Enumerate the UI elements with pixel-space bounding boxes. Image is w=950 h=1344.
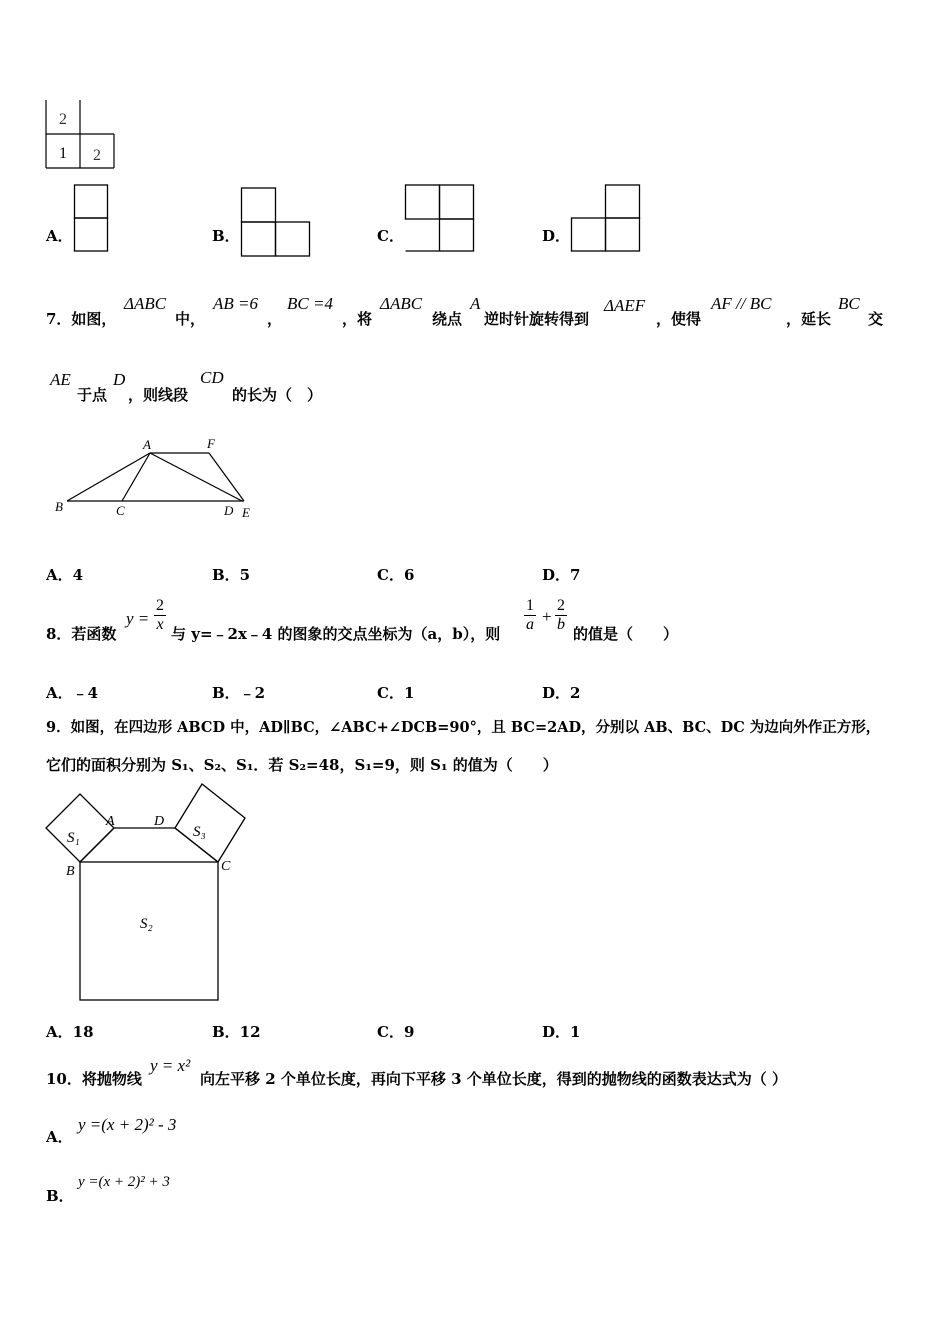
q8-f2-denominator: b xyxy=(557,616,565,633)
q10-option-b-expr: y =(x + 2)² + 3 xyxy=(78,1174,170,1190)
q10-option-a-label[interactable]: A． xyxy=(46,1128,73,1146)
q9-fig-label-b: B xyxy=(66,864,75,879)
q8-f2-numerator: 2 xyxy=(557,597,565,614)
q7-fig-label-e: E xyxy=(242,505,250,520)
q6-grid-r2c2: 2 xyxy=(93,147,101,164)
q7-cd: CD xyxy=(200,368,224,387)
q9-fig-label-a: A xyxy=(106,814,115,829)
q10-suffix: 向左平移 2 个单位长度，再向下平移 3 个单位长度，得到的抛物线的函数表达式为（ ） xyxy=(200,1070,787,1088)
q7-text-shide: ，使得 xyxy=(656,310,702,328)
q8-option-d[interactable]: D．2 xyxy=(542,684,581,702)
q9-fig-label-s3: S₃ xyxy=(193,824,206,840)
q7-fig-label-d: D xyxy=(224,503,234,518)
q7-text-changwei: 的长为（ ） xyxy=(232,386,323,404)
q7-af-parallel-bc: AF // BC xyxy=(711,294,772,313)
q10-option-b-label[interactable]: B． xyxy=(46,1187,74,1205)
q7-text-yudian: 于点 xyxy=(77,386,108,404)
q6-grid-figure xyxy=(40,95,120,175)
q7-option-a[interactable]: A．4 xyxy=(46,566,84,584)
q9-fig-label-d: D xyxy=(154,814,165,829)
q6-option-c-label[interactable]: C． xyxy=(377,227,404,245)
q7-triangle-aef: ΔAEF xyxy=(604,296,646,315)
q7-number: 7．如图， xyxy=(46,310,117,328)
q7-fig-label-c: C xyxy=(116,503,125,518)
q7-bc-2: BC xyxy=(838,294,860,313)
q8-function-y: y = xyxy=(126,609,150,628)
q6-option-b-label[interactable]: B． xyxy=(212,227,240,245)
q9-fig-label-c: C xyxy=(221,859,231,874)
q10-prefix: 10．将抛物线 xyxy=(46,1070,142,1088)
q7-figure xyxy=(50,432,270,522)
q10-function: y = x² xyxy=(150,1056,191,1075)
q9-option-c[interactable]: C．9 xyxy=(377,1023,415,1041)
q7-option-d[interactable]: D．7 xyxy=(542,566,581,584)
q7-point-a: A xyxy=(470,294,481,313)
q7-comma: ， xyxy=(267,310,283,328)
q7-point-d: D xyxy=(113,370,126,389)
q6-grid-r1c1: 2 xyxy=(59,111,67,128)
q7-bc-value: BC =4 xyxy=(287,294,333,313)
q7-text-rotate: 逆时针旋转得到 xyxy=(484,310,590,328)
q8-option-a[interactable]: A．﹣4 xyxy=(46,684,99,702)
q6-option-c-figure xyxy=(405,184,480,259)
q6-option-b-figure xyxy=(241,187,316,262)
q8-middle-text: 与 y=﹣2x﹣4 的图象的交点坐标为（a，b），则 xyxy=(171,625,501,643)
q8-f1-denominator: a xyxy=(526,616,534,633)
q8-fraction-1 xyxy=(524,597,536,634)
q7-triangle-abc: ΔABC xyxy=(124,294,167,313)
q8-option-b[interactable]: B．﹣2 xyxy=(212,684,266,702)
q8-prefix: 8．若函数 xyxy=(46,625,117,643)
q9-fig-label-s1: S₁ xyxy=(67,830,80,846)
q7-fig-label-b: B xyxy=(55,499,63,514)
q8-suffix: 的值是（ ） xyxy=(573,625,679,643)
q9-figure xyxy=(40,780,260,1010)
q9-line-2: 它们的面积分别为 S₁、S₂、S₁．若 S₂=48，S₁=9，则 S₁ 的值为（ ） xyxy=(46,756,558,774)
q9-option-b[interactable]: B．12 xyxy=(212,1023,261,1041)
q6-option-d-label[interactable]: D． xyxy=(542,227,571,245)
q7-option-c[interactable]: C．6 xyxy=(377,566,415,584)
q6-option-d-figure xyxy=(571,184,646,259)
q7-text-zhong: 中， xyxy=(175,310,206,328)
q7-text-yanchang: ，延长 xyxy=(786,310,832,328)
q7-ae: AE xyxy=(50,370,71,389)
q10-option-a-expr: y =(x + 2)² - 3 xyxy=(78,1115,177,1134)
q9-option-a[interactable]: A．18 xyxy=(46,1023,94,1041)
q8-func-numerator: 2 xyxy=(156,597,164,614)
q7-text-raodian: 绕点 xyxy=(432,310,463,328)
q7-fig-label-a: A xyxy=(143,437,151,452)
q7-fig-label-f: F xyxy=(207,436,215,451)
q9-fig-label-s2: S₂ xyxy=(140,916,153,932)
q8-plus: + xyxy=(542,607,552,626)
q6-option-a-figure xyxy=(74,184,114,254)
q8-f1-numerator: 1 xyxy=(526,597,534,614)
q7-text-jiao: 交 xyxy=(868,310,884,328)
q9-line-1: 9．如图，在四边形 ABCD 中，AD∥BC，∠ABC+∠DCB=90°，且 BC=2AD，分别以 AB、BC、DC 为边向外作正方形， xyxy=(46,719,881,736)
q6-option-a-label[interactable]: A． xyxy=(46,227,73,245)
q9-option-d[interactable]: D．1 xyxy=(542,1023,581,1041)
q8-function-fraction xyxy=(154,597,166,634)
q8-func-denominator: x xyxy=(156,616,164,633)
q6-grid-r2c1: 1 xyxy=(59,145,67,162)
q7-text-jiang: ，将 xyxy=(342,310,373,328)
q7-option-b[interactable]: B．5 xyxy=(212,566,251,584)
q8-fraction-2 xyxy=(555,597,567,634)
q7-triangle-abc-2: ΔABC xyxy=(380,294,423,313)
q7-ab-value: AB =6 xyxy=(213,294,258,313)
q8-option-c[interactable]: C．1 xyxy=(377,684,415,702)
q7-text-zexian: ，则线段 xyxy=(128,386,189,404)
